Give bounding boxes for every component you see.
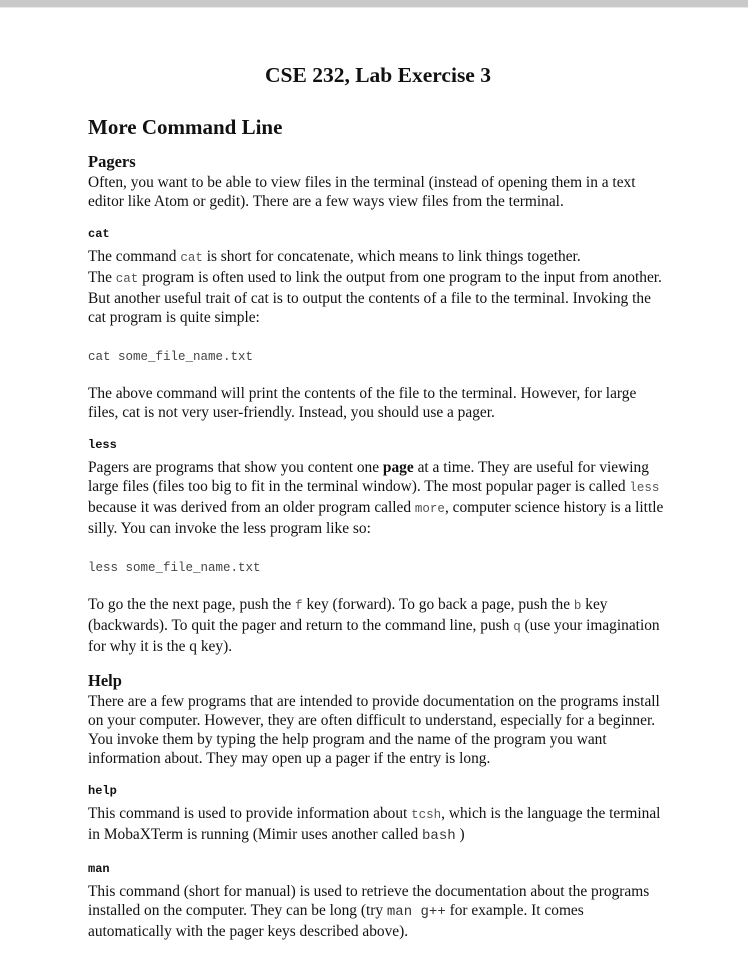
pager-navigation-paragraph: To go the the next page, push the f key (forward). To go back a page, push the b key (backwards). To quit the pager and return to the command line, push q (use your imagination for why it is the q key). bbox=[88, 596, 660, 655]
viewer-top-border bbox=[0, 0, 748, 7]
document-page bbox=[88, 60, 668, 941]
subsection-heading-help: Help bbox=[88, 671, 122, 690]
inline-code-q: q bbox=[513, 620, 521, 634]
document-title: CSE 232, Lab Exercise 3 bbox=[265, 63, 491, 87]
cat-paragraph-2: The cat program is often used to link the output from one program to the input from another. But another useful trait of cat is to output the contents of a file to the terminal. Invoking the cat program is quite simple: bbox=[88, 269, 662, 326]
inline-code-cat-2: cat bbox=[115, 272, 139, 286]
bold-page: page bbox=[382, 459, 414, 476]
pagers-intro-paragraph: Often, you want to be able to view files in the terminal (instead of opening them in a text editor like Atom or gedit). There are a few ways view files from the terminal. bbox=[88, 174, 636, 210]
man-label: man bbox=[88, 862, 110, 876]
man-paragraph: This command (short for manual) is used to retrieve the documentation about the programs installed on the computer. They can be long (try man g++ for example. It comes automatically with the pager keys described above). bbox=[88, 883, 650, 940]
inline-code-more: more bbox=[414, 502, 445, 516]
help-intro-paragraph: There are a few programs that are intended to provide documentation on the programs install on your computer. However, they are often difficult to understand, especially for a beginner. You invoke them by typing the help program and the name of the program you want information about. They may open up a pager if the entry is long. bbox=[88, 693, 660, 767]
viewer-top-border-shadow bbox=[0, 7, 748, 8]
cat-paragraph-1: The command cat is short for concatenate, which means to link things together. bbox=[88, 248, 581, 265]
inline-code-b: b bbox=[573, 599, 582, 613]
cat-example-code: cat some_file_name.txt bbox=[88, 350, 254, 364]
less-label: less bbox=[88, 438, 117, 452]
inline-code-cat: cat bbox=[180, 251, 203, 265]
inline-code-man-gpp: man g++ bbox=[386, 904, 446, 920]
cat-label: cat bbox=[88, 227, 110, 241]
subsection-heading-pagers: Pagers bbox=[88, 152, 136, 171]
inline-code-bash: bash bbox=[422, 828, 456, 844]
help-label: help bbox=[88, 784, 117, 798]
cat-after-paragraph: The above command will print the contents of the file to the terminal. However, for large files, cat is not very user-friendly. Instead, you should use a pager. bbox=[88, 385, 637, 421]
section-heading-more-command-line: More Command Line bbox=[88, 115, 283, 139]
help-paragraph: This command is used to provide information about tcsh, which is the language the terminal in MobaXTerm is running (Mimir uses another called bash ) bbox=[88, 805, 661, 844]
less-example-code: less some_file_name.txt bbox=[88, 561, 261, 575]
inline-code-f: f bbox=[295, 599, 303, 613]
less-paragraph: Pagers are programs that show you content one page at a time. They are useful for viewing large files (files too big to fit in the terminal window). The most popular pager is called less because it was derived from an older program called more, computer science history is a little silly. You can invoke the less program like so: bbox=[88, 459, 664, 537]
inline-code-less: less bbox=[629, 481, 660, 495]
inline-code-tcsh: tcsh bbox=[411, 808, 442, 822]
